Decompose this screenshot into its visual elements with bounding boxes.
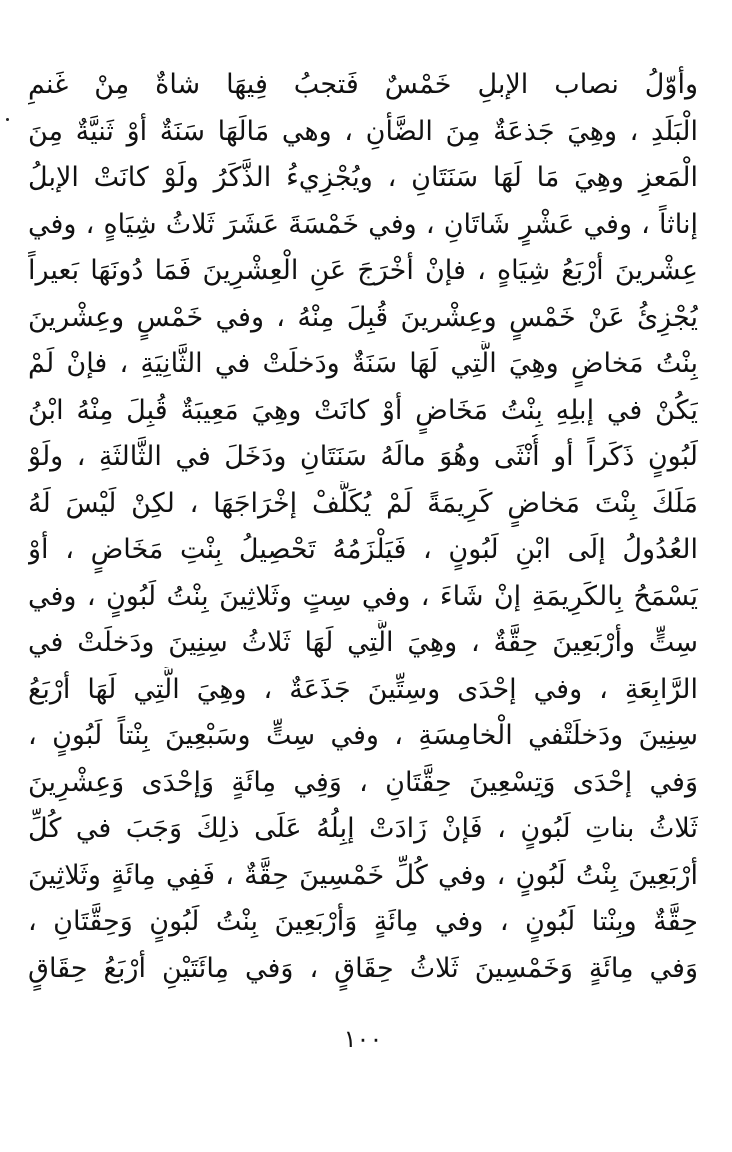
- text-line: بِنْتُ مَخاضٍ وهِيَ الَّتِي لَهَا سَنَةٌ ودَخلَتْ في الثَّانِيَةِ ، فإنْ لَمْ: [28, 348, 698, 379]
- text-line: سِتٍّ وأرْبَعِينَ حِقَّةٌ ، وهِيَ الَّتِي لَهَا ثَلاثُ سِنِينَ ودَخلَتْ في: [28, 627, 698, 658]
- text-line: أرْبَعِينَ بِنْتُ لَبُونٍ ، وفي كُلِّ خَمْسِينَ حِقَّةٌ ، فَفِي مِائَةٍ وثَلاثِينَ: [28, 859, 698, 891]
- text-line: الرَّابِعَةِ ، وفي إحْدَى وسِتِّينَ جَذَعَةٌ ، وهِيَ الَّتِي لَهَا أرْبَعُ: [28, 673, 698, 705]
- text-line: وَفي مِائَةٍ وَخَمْسِينَ ثَلاثُ حِقَاقٍ ، وَفي مِائَتَيْنِ أرْبَعُ حِقَاقٍ: [28, 952, 698, 984]
- text-line: حِقَّةٌ وبِنْتا لَبُونٍ ، وفي مِائَةٍ وَأرْبَعِينَ بِنْتُ لَبُونٍ وَحِقَّتَانِ ،: [28, 906, 698, 937]
- text-line: يَسْمَحُ بِالكَرِيمَةِ إنْ شَاءَ ، وفي سِتٍ وثَلاثِينَ بِنْتُ لَبُونٍ ، وفي: [28, 580, 698, 612]
- text-line: لَبُونٍ ذَكَراً أو أُنْثَى وهُوَ مالَهُ سَنَتَانِ ودَخَلَ في الثَّالثَةِ ، ولَوْ: [28, 441, 698, 472]
- text-line: مَلَكَ بِنْتَ مَخاضٍ كَرِيمَةً لَمْ يُكَلَّفْ إخْرَاجَهَا ، لكِنْ لَيْسَ لَهُ: [28, 487, 698, 519]
- text-line: عِشْرينَ أرْبَعُ شِيَاهٍ ، فإنْ أخْرَجَ عَنِ الْعِشْرِينَ فَمَا دُونَهَا بَعيراً: [28, 255, 698, 286]
- text-line: ثَلاثُ بناتِ لَبُونٍ ، فَإنْ زَادَتْ إبِلُهُ عَلَى ذلِكَ وَجَبَ في كُلِّ: [28, 813, 698, 844]
- text-line: سِنِينَ ودَخلَتْفي الْخامِسَةِ ، وفي سِتٍّ وسَبْعِينَ بِنْتاً لَبُونٍ ،: [28, 720, 698, 751]
- margin-mark: [6, 118, 9, 121]
- text-line: وأوّلُ نصاب الإبلِ خَمْسٌ فَتجبُ فِيهَا شاةٌ مِنْ غَنمِ: [28, 69, 698, 100]
- page-number: ١٠٠: [343, 1025, 383, 1053]
- text-line: يُجْزِئُ عَنْ خَمْسٍ وعِشْرينَ قُبِلَ مِنْهُ ، وفي خَمْسٍ وعِشْرينَ: [28, 301, 698, 333]
- text-line: يَكُنْ في إبلِهِ بِنْتُ مَخَاضٍ أوْ كانَتْ وهِيَ مَعِيبَةٌ قُبِلَ مِنْهُ ابْنُ: [28, 394, 698, 426]
- body-text: [28, 62, 698, 992]
- text-line: إناثاً ، وفي عَشْرٍ شَاتَانِ ، وفي خَمْسَةَ عَشَرَ ثَلاثُ شِيَاهٍ ، وفي: [28, 208, 698, 240]
- text-line: الْمَعزِ وهِيَ مَا لَهَا سَنَتَانِ ، ويُجْزِيءُ الذَّكَرُ ولَوْ كانَتْ الإبلُ: [28, 162, 698, 193]
- text-line: العُدُولُ إلَى ابْنِ لَبُونٍ ، فَيَلْزَمُهُ تَحْصِيلُ بِنْتِ مَخَاضٍ ، أوْ: [28, 534, 698, 565]
- text-line: الْبَلَدِ ، وهِيَ جَذعَةٌ مِنَ الضَّأنِ ، وهي مَالَهَا سَنَةٌ أوْ ثَنيَّةٌ مِنَ: [28, 115, 698, 147]
- text-line: وَفي إحْدَى وَتِسْعِينَ حِقَّتَانِ ، وَفِي مِائَةٍ وَإحْدَى وَعِشْرِينَ: [28, 766, 698, 798]
